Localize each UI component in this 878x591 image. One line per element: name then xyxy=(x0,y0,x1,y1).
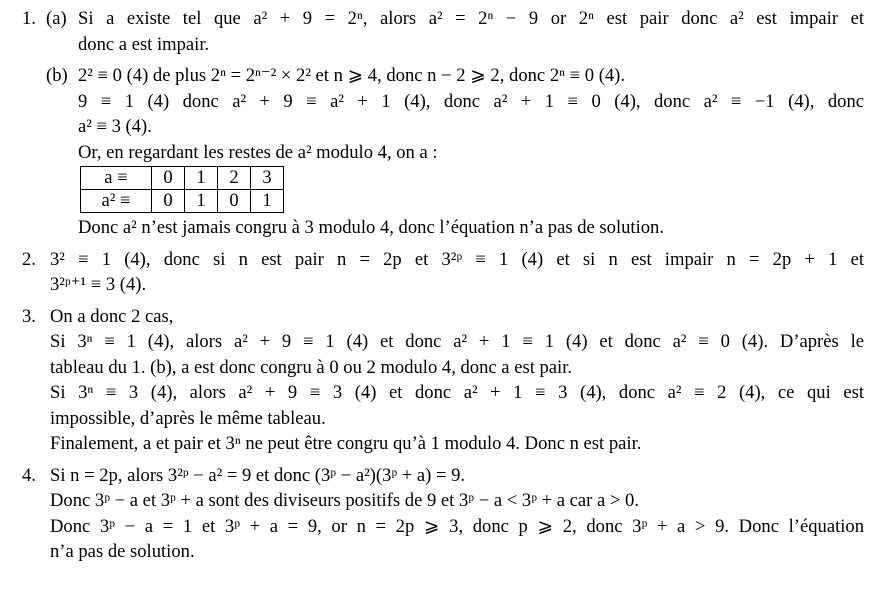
table-row xyxy=(81,167,284,190)
item-number: 3. xyxy=(22,305,36,327)
text-line: 2² ≡ 0 (4) de plus 2ⁿ = 2ⁿ⁻² × 2² et n ⩾ 4, donc n − 2 ⩾ 2, donc 2ⁿ ≡ 0 (4). xyxy=(78,65,626,86)
table-cell: a² ≡ xyxy=(81,190,152,213)
text-line: 9 ≡ 1 (4) donc a² + 9 ≡ a² + 1 (4), donc a² + 1 ≡ 0 (4), donc a² ≡ −1 (4), donc xyxy=(78,90,864,112)
text-line: Finalement, a et pair et 3ⁿ ne peut être congru qu’à 1 modulo 4. Donc n est pair. xyxy=(50,433,642,454)
text-line: donc a est impair. xyxy=(78,33,210,55)
text-line: Donc a² n’est jamais congru à 3 modulo 4, donc l’équation n’a pas de solution. xyxy=(78,217,664,238)
table-cell: 1 xyxy=(185,167,218,190)
text-line: Donc 3ᵖ − a = 1 et 3ᵖ + a = 9, or n = 2p ⩾ 3, donc p ⩾ 2, donc 3ᵖ + a > 9. Donc l’équation xyxy=(50,515,864,537)
exercise-item-4 xyxy=(22,463,864,565)
text-line: tableau du 1. (b), a est donc congru à 0 ou 2 modulo 4, donc a est pair. xyxy=(50,356,573,378)
solution-page xyxy=(0,6,878,565)
table-cell: 0 xyxy=(152,190,185,213)
text-line: Si 3ⁿ ≡ 3 (4), alors a² + 9 ≡ 3 (4) et donc a² + 1 ≡ 3 (4), donc a² ≡ 2 (4), ce qui est xyxy=(50,382,864,403)
subitem-b xyxy=(46,63,864,241)
table-cell: 2 xyxy=(218,167,251,190)
item-number: 1. xyxy=(22,8,36,29)
text-line: Or, en regardant les restes de a² modulo 4, on a : xyxy=(78,141,438,163)
text-line: impossible, d’après le même tableau. xyxy=(50,407,326,429)
table-cell: 3 xyxy=(251,167,284,190)
item-number: 4. xyxy=(22,464,36,486)
table-row xyxy=(81,190,284,213)
text-line: Si a existe tel que a² + 9 = 2ⁿ, alors a² = 2ⁿ − 9 or 2ⁿ est pair donc a² est impair et xyxy=(78,8,864,29)
text-line: On a donc 2 cas, xyxy=(50,305,174,327)
table-cell: 0 xyxy=(218,190,251,213)
table-cell: 1 xyxy=(185,190,218,213)
table-cell: a ≡ xyxy=(81,167,152,190)
table-cell: 0 xyxy=(152,167,185,190)
subitem-label: (a) xyxy=(46,8,67,29)
text-line: 3²ᵖ⁺¹ ≡ 3 (4). xyxy=(50,274,147,295)
text-line: 3² ≡ 1 (4), donc si n est pair n = 2p et 3²ᵖ ≡ 1 (4) et si n est impair n = 2p + 1 et xyxy=(50,248,864,270)
exercise-item-3 xyxy=(22,304,864,457)
exercise-item-2 xyxy=(22,247,864,298)
exercise-item-1 xyxy=(22,6,864,241)
subitem-a xyxy=(46,6,864,57)
text-line: Donc 3ᵖ − a et 3ᵖ + a sont des diviseurs positifs de 9 et 3ᵖ − a < 3ᵖ + a car a > 0. xyxy=(50,490,639,511)
text-line: Si 3ⁿ ≡ 1 (4), alors a² + 9 ≡ 1 (4) et donc a² + 1 ≡ 1 (4) et donc a² ≡ 0 (4). D’après le xyxy=(50,331,864,352)
text-line: n’a pas de solution. xyxy=(50,541,195,562)
item-number: 2. xyxy=(22,248,36,270)
text-line: Si n = 2p, alors 3²ᵖ − a² = 9 et donc (3ᵖ − a²)(3ᵖ + a) = 9. xyxy=(50,464,466,486)
text-line: a² ≡ 3 (4). xyxy=(78,116,152,137)
table-cell: 1 xyxy=(251,190,284,213)
residue-table xyxy=(80,166,284,213)
subitem-label: (b) xyxy=(46,65,68,86)
